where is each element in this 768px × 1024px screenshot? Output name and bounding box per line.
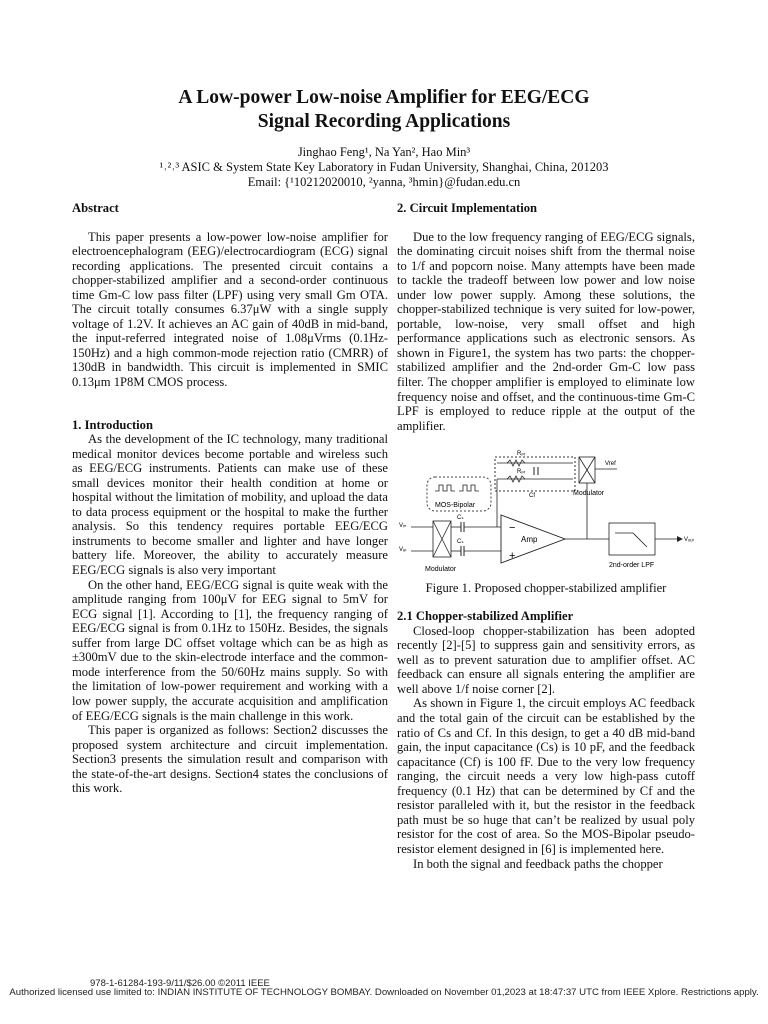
label-vin-p: Vᵢₙ — [399, 523, 407, 530]
intro-paragraph-2: On the other hand, EEG/ECG signal is quite weak with the amplitude ranging from 100μV for EEG signal to 5mV for ECG signal [1]. According to [1], the frequency ranging of EEG/ECG signal is from 0.1Hz to 150Hz. Besides, the signals suffer from large DC offset voltage which can be as high as ±300mV due to the skin-electrode interface and the common-mode interference from the 50/60Hz mains supply. So with the limitation of low-power requirement and working with a low power supply, the accurate acquisition and amplification of EEG/ECG signals is the main challenge in this work. — [72, 577, 388, 723]
footer-license: Authorized licensed use limited to: INDIAN INSTITUTE OF TECHNOLOGY BOMBAY. Downloaded on November 01,2023 at 18:47:37 UTC from IEEE Xplore. Restrictions apply. — [9, 987, 759, 998]
label-minus: − — [509, 522, 516, 535]
circuit-paragraph-3: As shown in Figure 1, the circuit employs AC feedback and the total gain of the circuit can be established by the ratio of Cs and Cf. In this design, to get a 40 dB mid-band gain, the input capacitance (Cs) is 10 pF, and the feedback capacitance (Cf) is 100 fF. Due to the very low frequency ranging, the circuit needs a very low high-pass cutoff frequency (0.1 Hz) that can be determined by Cf and the resistor paralleled with it, but the resistor in the feedback path must be so huge that can’t be realized by usual poly resistor for the cost of area. So the MOS-Bipolar pseudo-resistor element designed in [6] is implemented here. — [397, 696, 695, 856]
author-block — [0, 145, 768, 190]
abstract-text: This paper presents a low-power low-noise amplifier for electroencephalogram (EEG)/electrocardiogram (ECG) signal recording applications. The presented circuit contains a chopper-stabilized amplifier and a second-order continuous time Gm-C low pass filter (LPF) using very small Gm OTA. The circuit totally consumes 6.37μW with a single supply voltage of 1.2V. It achieves an AC gain of 40dB in mid-band, the input-referred integrated noise of 1.08μVrms (0.1Hz-150Hz) and a high common-mode rejection ratio (CMRR) of 130dB in bandwidth. This circuit is implemented in SMIC 0.13μm 1P8M CMOS process. — [72, 229, 388, 390]
right-column — [397, 201, 695, 871]
author-affiliation: ¹˒²˒³ ASIC & System State Key Laboratory in Fudan University, Shanghai, China, 201203 — [159, 160, 609, 174]
left-column — [72, 201, 388, 796]
label-cs-top: Cₛ — [457, 515, 464, 522]
lpf-box — [609, 523, 655, 555]
label-rpr-bot: Rₚᵣ — [517, 469, 526, 476]
title-line-1: A Low-power Low-noise Amplifier for EEG/ECG — [178, 87, 590, 108]
label-lpf: 2nd-order LPF — [609, 562, 655, 570]
label-cs-bot: Cₛ — [457, 539, 464, 546]
feedback-dashed-box — [495, 457, 575, 491]
author-names: Jinghao Feng¹, Na Yan², Hao Min³ — [297, 145, 471, 159]
clock-waveform-icon — [435, 485, 455, 491]
label-plus: + — [509, 550, 516, 563]
abstract-heading: Abstract — [72, 201, 119, 215]
label-cf: Cf — [529, 493, 535, 500]
label-vin-n: Vᵢₚ — [399, 547, 407, 554]
title-line-2: Signal Recording Applications — [257, 111, 511, 132]
subsection-heading: 2.1 Chopper-stabilized Amplifier — [397, 609, 574, 624]
label-vout: Vₒᵤₜ — [684, 537, 695, 544]
circuit-heading: 2. Circuit Implementation — [397, 201, 538, 215]
footer-isbn: 978-1-61284-193-9/11/$26.00 ©2011 IEEE — [90, 978, 270, 989]
figure-1 — [397, 449, 695, 599]
label-mos-bipolar: MOS-Bipolar — [435, 502, 476, 510]
author-email: Email: {¹10212020010, ²yanna, ³hmin}@fudan.edu.cn — [247, 175, 521, 189]
circuit-paragraph-2: Closed-loop chopper-stabilization has been adopted recently [2]-[5] to suppress gain and sensitivity errors, as well as to prevent saturation due to amplifier offset. AC feedback can ensure all signals entering the amplifier are well above 1/f noise corner [2]. — [397, 623, 695, 696]
intro-paragraph-1: As the development of the IC technology, many traditional medical monitor devices become portable and wireless such as EEG/ECG instruments. Patients can make use of these small devices monitor their health condition at home or hospital without the limitation of mobility, and upload the data to data process equipment or the hospital to make the further analysis. So this tendency requires portable EEG/ECG instruments to become smaller and lighter and have longer battery life. Moreover, the ability to accurately measure EEG/ECG signals is also very important — [72, 432, 388, 578]
lowpass-response-icon — [615, 533, 647, 547]
figure-1-caption: Figure 1. Proposed chopper-stabilized amplifier — [425, 581, 667, 596]
circuit-paragraph-4: In both the signal and feedback paths the chopper — [413, 856, 663, 871]
introduction-heading: 1. Introduction — [72, 417, 153, 432]
label-rpr-top: Rₚᵣ — [517, 451, 526, 458]
intro-paragraph-3: This paper is organized as follows: Section2 discusses the proposed system architecture and circuit implementation. Section3 presents the simulation result and comparison with the state-of-the-art designs. Section4 states the conclusions of this work. — [72, 723, 388, 796]
label-modulator-top: Modulator — [573, 490, 605, 498]
label-vref: Vref — [605, 461, 616, 468]
circuit-paragraph-1: Due to the low frequency ranging of EEG/ECG signals, the dominating circuit noises shift from the thermal noise to 1/f and popcorn noise. Many attempts have been made to tackle the tradeoff between low power and low noise under low power supply. Among these solutions, the chopper-stabilized technique is very suited for low-power, portable, low-noise, very small offset and high performance applications such as electronic sensors. As shown in Figure1, the system has two parts: the chopper-stabilized amplifier and the 2nd-order Gm-C low pass filter. The chopper amplifier is employed to eliminate low frequency noise and offset, and the continuous-time Gm-C LPF is employed to reduce ripple at the output of the amplifier. — [397, 229, 695, 433]
output-arrow-icon — [677, 536, 683, 542]
chopper-amplifier-schematic — [397, 449, 695, 579]
paper-title — [0, 86, 768, 134]
label-modulator-bottom: Modulator — [425, 566, 457, 574]
clock-waveform-icon — [459, 485, 479, 491]
label-amp: Amp — [521, 535, 538, 545]
